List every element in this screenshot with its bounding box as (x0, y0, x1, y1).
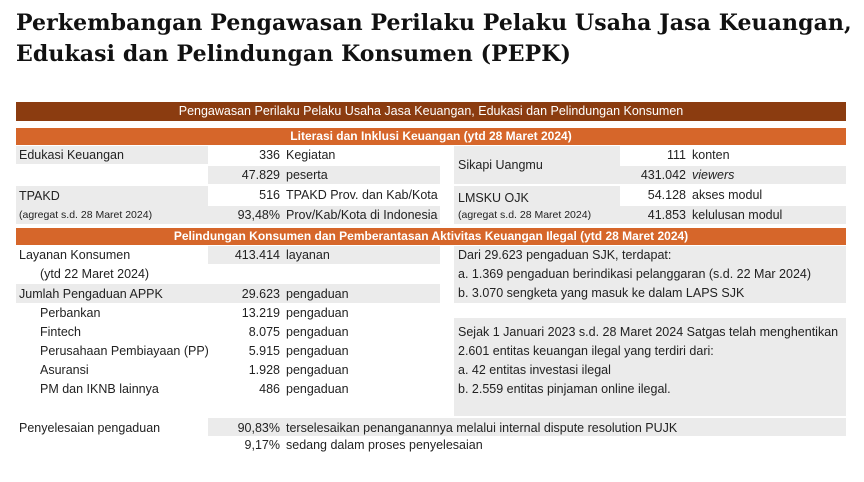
breakdown-value: 486 (259, 382, 280, 396)
penyelesaian-selesai-value: 90,83% (237, 421, 280, 435)
layanan-sublabel: (ytd 22 Maret 2024) (40, 267, 150, 281)
breakdown-unit: pengaduan (286, 306, 349, 320)
edukasi-kegiatan-unit: Kegiatan (286, 148, 336, 162)
breakdown-unit: pengaduan (286, 344, 349, 358)
tpakd-label: TPAKD (19, 189, 60, 203)
breakdown-label: Fintech (40, 325, 81, 339)
breakdown-label: PM dan IKNB lainnya (40, 382, 159, 396)
penyelesaian-proses-value: 9,17% (244, 438, 280, 452)
satgas-line: a. 42 entitas investasi ilegal (458, 363, 611, 377)
lmsku-kelulusan-value: 41.853 (647, 208, 686, 222)
tpakd-count-unit: TPAKD Prov. dan Kab/Kota (286, 188, 438, 202)
lmsku-kelulusan-unit: kelulusan modul (692, 208, 783, 222)
sjk-line: a. 1.369 pengaduan berindikasi pelanggaran (s.d. 22 Mar 2024) (458, 267, 812, 281)
tpakd-count-value: 516 (259, 188, 280, 202)
tpakd-percent-value: 93,48% (237, 208, 280, 222)
penyelesaian-selesai-text: terselesaikan penanganannya melalui internal dispute resolution PUJK (286, 421, 678, 435)
sikapi-viewers-unit: viewers (692, 168, 735, 182)
layanan-label: Layanan Konsumen (19, 248, 131, 262)
layanan-unit: layanan (286, 248, 330, 262)
penyelesaian-label: Penyelesaian pengaduan (19, 421, 161, 435)
sikapi-label: Sikapi Uangmu (458, 158, 543, 172)
breakdown-value: 13.219 (241, 306, 280, 320)
sikapi-konten-value: 111 (666, 148, 686, 162)
sikapi-viewers-value: 431.042 (640, 168, 686, 182)
edukasi-peserta-unit: peserta (286, 168, 328, 182)
satgas-line: Sejak 1 Januari 2023 s.d. 28 Maret 2024 Satgas telah menghentikan (458, 325, 839, 339)
breakdown-unit: pengaduan (286, 325, 349, 339)
layanan-value: 413.414 (234, 248, 280, 262)
page-title: Perkembangan Pengawasan Perilaku Pelaku Usaha Jasa Keuangan, Edukasi dan Pelindungan Konsumen (PEPK) (16, 10, 852, 67)
breakdown-label: Perusahaan Pembiayaan (PP) (40, 344, 209, 358)
pengaduan-unit: pengaduan (286, 287, 349, 301)
lmsku-akses-unit: akses modul (692, 188, 763, 202)
penyelesaian-proses-text: sedang dalam proses penyelesaian (286, 438, 483, 452)
breakdown-unit: pengaduan (286, 363, 349, 377)
edukasi-kegiatan-value: 336 (259, 148, 280, 162)
pelindungan-section-header: Pelindungan Konsumen dan Pemberantasan Aktivitas Keuangan Ilegal (ytd 28 Maret 2024) (16, 228, 846, 245)
satgas-line: 2.601 entitas keuangan ilegal yang terdiri dari: (458, 344, 714, 358)
breakdown-label: Perbankan (40, 306, 101, 320)
sjk-line: Dari 29.623 pengaduan SJK, terdapat: (458, 248, 672, 262)
lmsku-sublabel: (agregat s.d. 28 Maret 2024) (458, 209, 592, 221)
lmsku-akses-value: 54.128 (647, 188, 686, 202)
breakdown-value: 5.915 (248, 344, 280, 358)
sikapi-konten-unit: konten (692, 148, 730, 162)
pengaduan-label: Jumlah Pengaduan APPK (19, 287, 163, 301)
breakdown-unit: pengaduan (286, 382, 349, 396)
tpakd-percent-unit: Prov/Kab/Kota di Indonesia (286, 208, 438, 222)
breakdown-value: 8.075 (248, 325, 280, 339)
tpakd-sublabel: (agregat s.d. 28 Maret 2024) (19, 209, 153, 221)
edukasi-label: Edukasi Keuangan (19, 148, 124, 162)
satgas-line: b. 2.559 entitas pinjaman online ilegal. (458, 382, 671, 396)
main-section-header: Pengawasan Perilaku Pelaku Usaha Jasa Keuangan, Edukasi dan Pelindungan Konsumen (16, 102, 846, 121)
sjk-line: b. 3.070 sengketa yang masuk ke dalam LAPS SJK (458, 286, 745, 300)
edukasi-peserta-value: 47.829 (241, 168, 280, 182)
lmsku-label: LMSKU OJK (458, 191, 529, 205)
pengaduan-value: 29.623 (241, 287, 280, 301)
breakdown-value: 1.928 (248, 363, 280, 377)
literasi-section-header: Literasi dan Inklusi Keuangan (ytd 28 Maret 2024) (16, 128, 846, 145)
breakdown-label: Asuransi (40, 363, 89, 377)
